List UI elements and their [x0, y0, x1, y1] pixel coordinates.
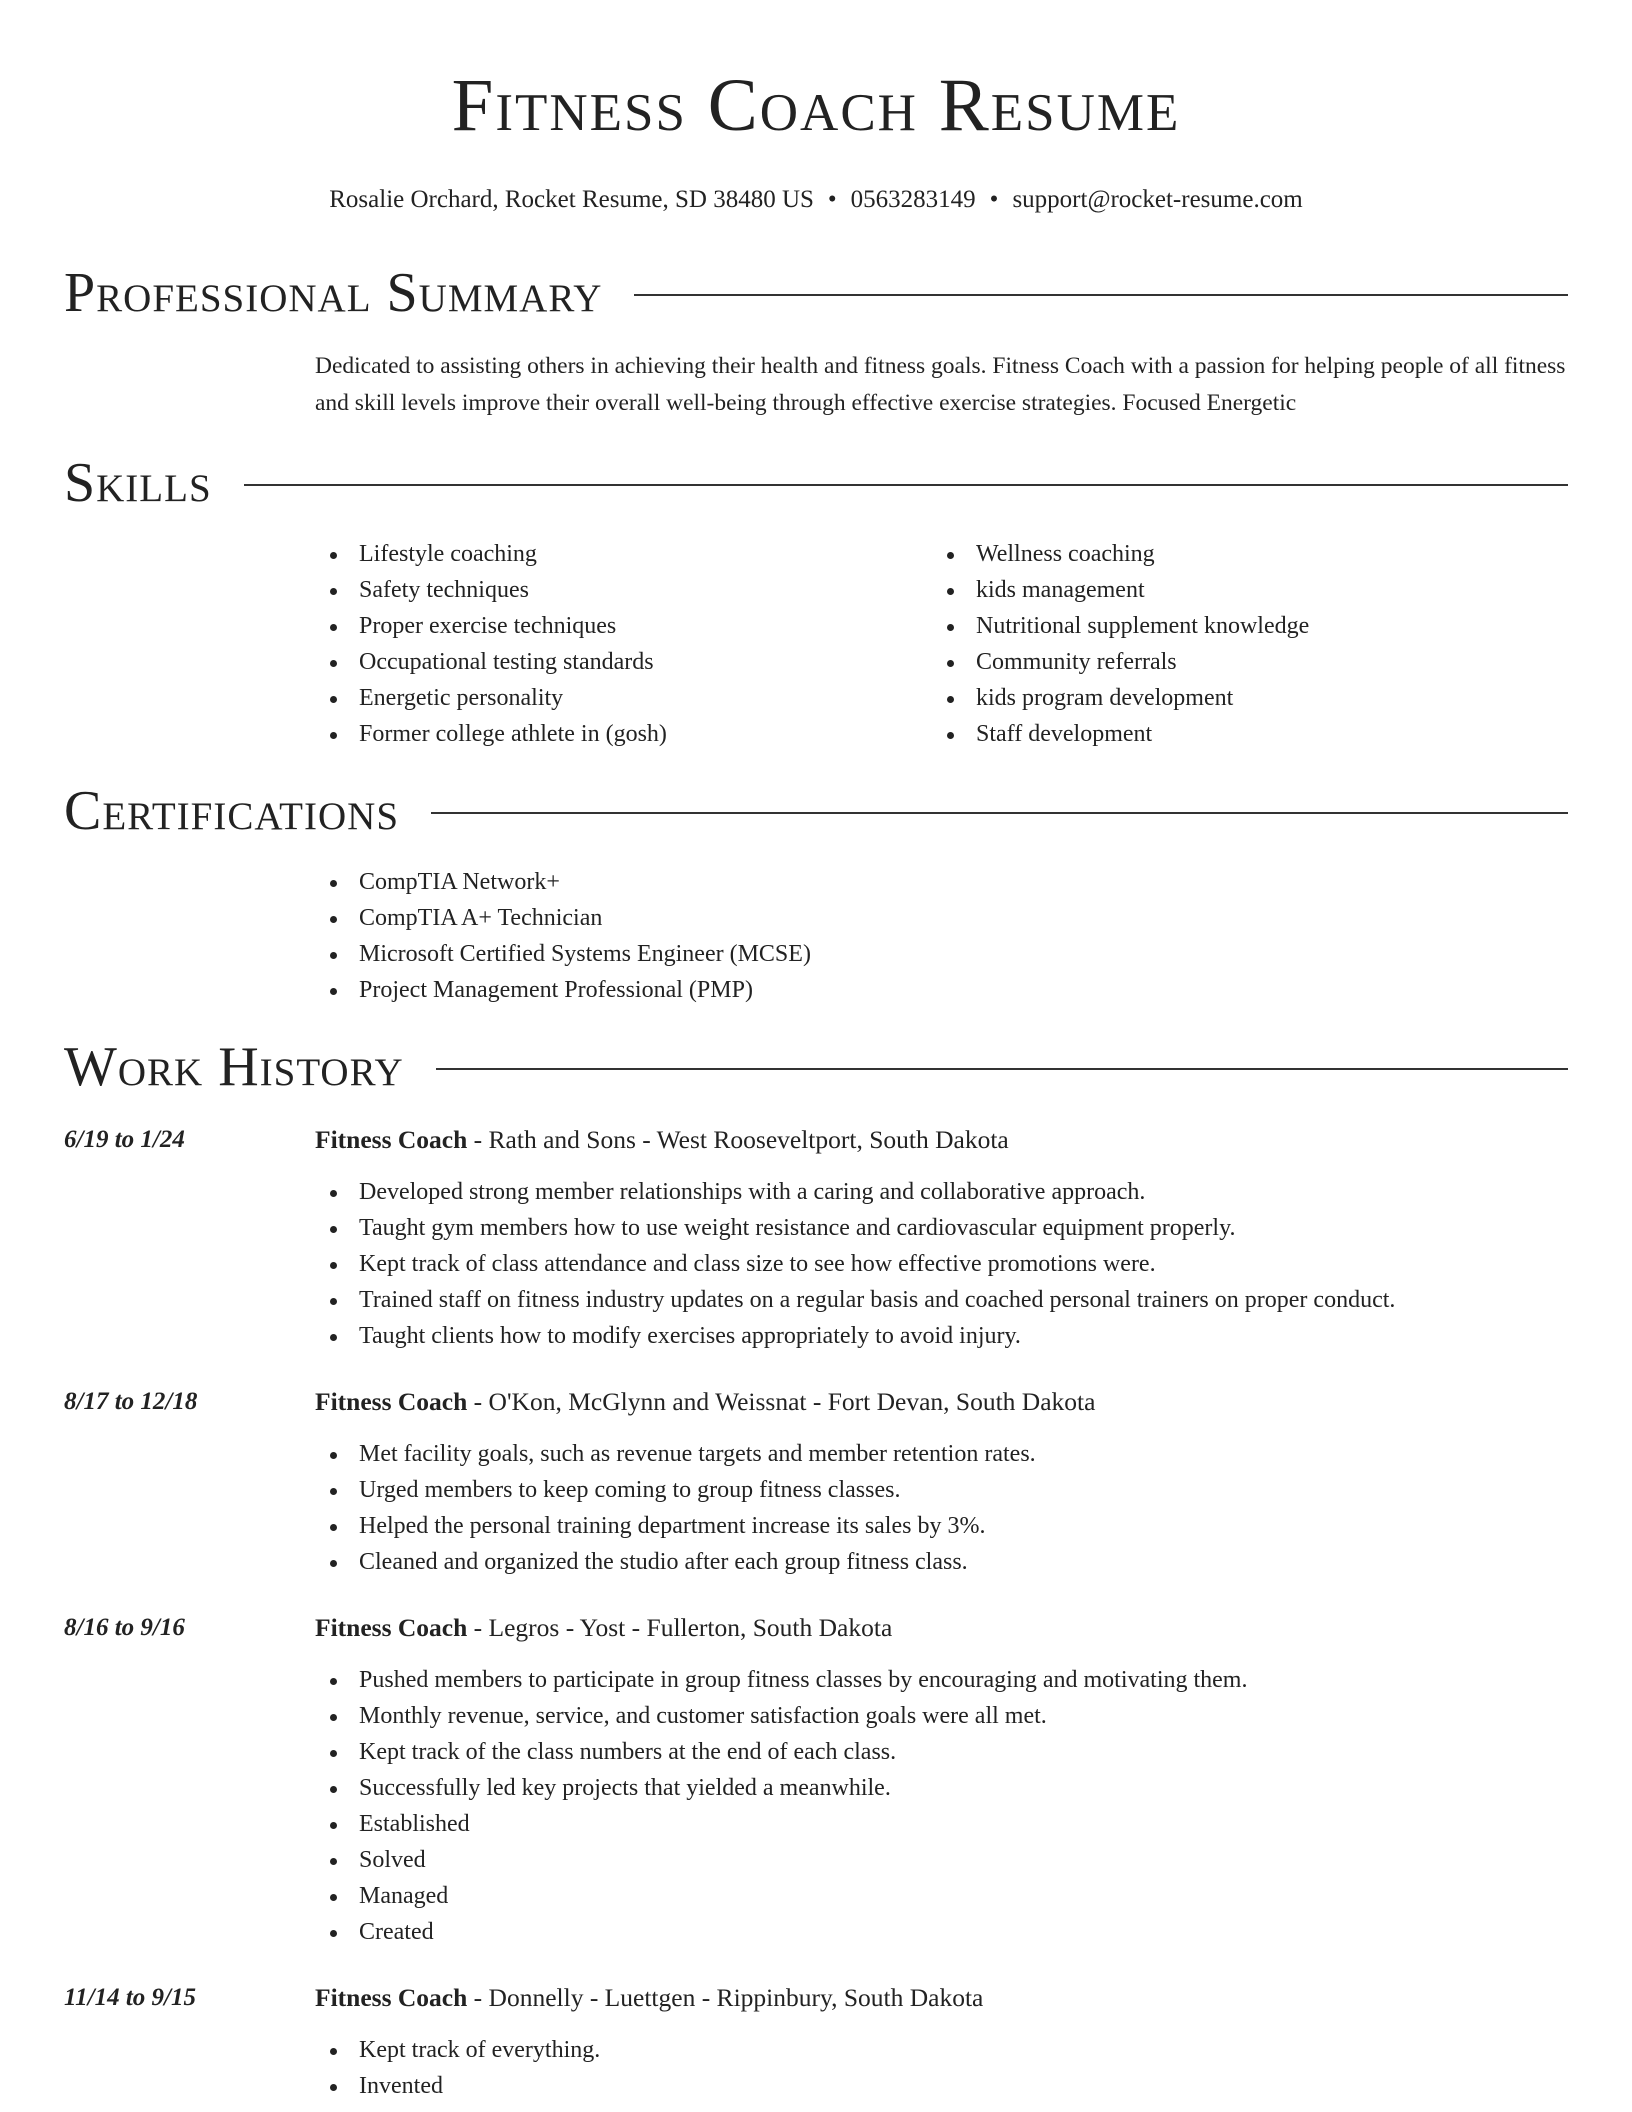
- list-item: Invented: [315, 2068, 1568, 2104]
- job-body: [315, 1122, 1568, 1354]
- resume-page: [64, 0, 1568, 2104]
- list-item: Cleaned and organized the studio after each group fitness class.: [315, 1544, 1568, 1580]
- summary-section-header: [64, 262, 1568, 324]
- list-item: Successfully led key projects that yielded a meanwhile.: [315, 1770, 1568, 1806]
- list-item: Community referrals: [932, 644, 1549, 680]
- list-item: Project Management Professional (PMP): [315, 972, 1568, 1008]
- list-item: CompTIA Network+: [315, 864, 1568, 900]
- resume-title: Fitness Coach Resume: [451, 64, 1181, 147]
- job-role: Fitness Coach: [315, 1983, 468, 2012]
- list-item: Monthly revenue, service, and customer satisfaction goals were all met.: [315, 1698, 1568, 1734]
- job-company-location: - Legros - Yost - Fullerton, South Dakota: [467, 1613, 893, 1642]
- certifications-section-header: [64, 780, 1568, 842]
- section-divider: [431, 812, 1568, 814]
- certifications-list: [315, 864, 1568, 1008]
- job-dates: 8/17 to 12/18: [64, 1388, 198, 1415]
- list-item: Solved: [315, 1842, 1568, 1878]
- list-item: Proper exercise techniques: [315, 608, 932, 644]
- job-title-line: [315, 1980, 1568, 2016]
- list-item: Occupational testing standards: [315, 644, 932, 680]
- job-entry: [64, 1122, 1568, 1354]
- job-title-line: [315, 1122, 1568, 1158]
- list-item: Established: [315, 1806, 1568, 1842]
- list-item: Staff development: [932, 716, 1549, 752]
- job-bullets: [315, 1174, 1568, 1354]
- list-item: kids program development: [932, 680, 1549, 716]
- job-company-location: - O'Kon, McGlynn and Weissnat - Fort Devan, South Dakota: [467, 1387, 1096, 1416]
- job-body: [315, 1384, 1568, 1580]
- job-title-line: [315, 1384, 1568, 1420]
- job-dates: 6/19 to 1/24: [64, 1126, 185, 1153]
- contact-email: support@rocket-resume.com: [1012, 186, 1303, 213]
- skills-list-left: [315, 536, 932, 752]
- job-bullets: [315, 2032, 1568, 2104]
- list-item: CompTIA A+ Technician: [315, 900, 1568, 936]
- job-dates: 8/16 to 9/16: [64, 1614, 185, 1641]
- list-item: Pushed members to participate in group fitness classes by encouraging and motivating them.: [315, 1662, 1568, 1698]
- list-item: Met facility goals, such as revenue targets and member retention rates.: [315, 1436, 1568, 1472]
- contact-separator: •: [989, 186, 999, 213]
- job-entry: [64, 1384, 1568, 1580]
- list-item: Energetic personality: [315, 680, 932, 716]
- list-item: Developed strong member relationships with a caring and collaborative approach.: [315, 1174, 1568, 1210]
- job-bullets: [315, 1436, 1568, 1580]
- list-item: Taught clients how to modify exercises appropriately to avoid injury.: [315, 1318, 1568, 1354]
- work-heading: Work History: [64, 1036, 404, 1098]
- job-bullets: [315, 1662, 1568, 1950]
- list-item: Kept track of the class numbers at the end of each class.: [315, 1734, 1568, 1770]
- list-item: Managed: [315, 1878, 1568, 1914]
- job-role: Fitness Coach: [315, 1387, 468, 1416]
- job-entry: [64, 1610, 1568, 1950]
- job-entry: [64, 1980, 1568, 2104]
- list-item: Lifestyle coaching: [315, 536, 932, 572]
- job-role: Fitness Coach: [315, 1613, 468, 1642]
- section-divider: [244, 484, 1568, 486]
- skills-list-right: [932, 536, 1549, 752]
- list-item: Kept track of class attendance and class size to see how effective promotions were.: [315, 1246, 1568, 1282]
- list-item: Safety techniques: [315, 572, 932, 608]
- list-item: Urged members to keep coming to group fitness classes.: [315, 1472, 1568, 1508]
- job-role: Fitness Coach: [315, 1125, 468, 1154]
- section-divider: [436, 1068, 1568, 1070]
- list-item: Taught gym members how to use weight resistance and cardiovascular equipment properly.: [315, 1210, 1568, 1246]
- list-item: Helped the personal training department increase its sales by 3%.: [315, 1508, 1568, 1544]
- job-title-line: [315, 1610, 1568, 1646]
- skills-grid: [315, 536, 1568, 752]
- skills-heading: Skills: [64, 452, 212, 514]
- job-body: [315, 1610, 1568, 1950]
- contact-line: [64, 184, 1568, 216]
- list-item: Nutritional supplement knowledge: [932, 608, 1549, 644]
- list-item: Microsoft Certified Systems Engineer (MCSE): [315, 936, 1568, 972]
- summary-heading: Professional Summary: [64, 262, 603, 324]
- section-divider: [634, 294, 1568, 296]
- skills-section-header: [64, 452, 1568, 514]
- job-body: [315, 1980, 1568, 2104]
- job-company-location: - Donnelly - Luettgen - Rippinbury, South Dakota: [467, 1983, 984, 2012]
- work-section-header: [64, 1036, 1568, 1098]
- list-item: kids management: [932, 572, 1549, 608]
- certifications-heading: Certifications: [64, 780, 400, 842]
- job-company-location: - Rath and Sons - West Rooseveltport, South Dakota: [467, 1125, 1009, 1154]
- contact-separator: •: [827, 186, 837, 213]
- list-item: Trained staff on fitness industry updates on a regular basis and coached personal trainers on proper conduct.: [315, 1282, 1568, 1318]
- contact-address: Rosalie Orchard, Rocket Resume, SD 38480 US: [329, 186, 814, 213]
- list-item: Wellness coaching: [932, 536, 1549, 572]
- list-item: Kept track of everything.: [315, 2032, 1568, 2068]
- list-item: Former college athlete in (gosh): [315, 716, 932, 752]
- summary-text: Dedicated to assisting others in achieving their health and fitness goals. Fitness Coach with a passion for helping people of all fitness and skill levels improve their overall well-being through effective exercise strategies. Focused Energetic: [315, 353, 1566, 416]
- list-item: Created: [315, 1914, 1568, 1950]
- job-dates: 11/14 to 9/15: [64, 1984, 196, 2011]
- contact-phone: 0563283149: [850, 186, 976, 213]
